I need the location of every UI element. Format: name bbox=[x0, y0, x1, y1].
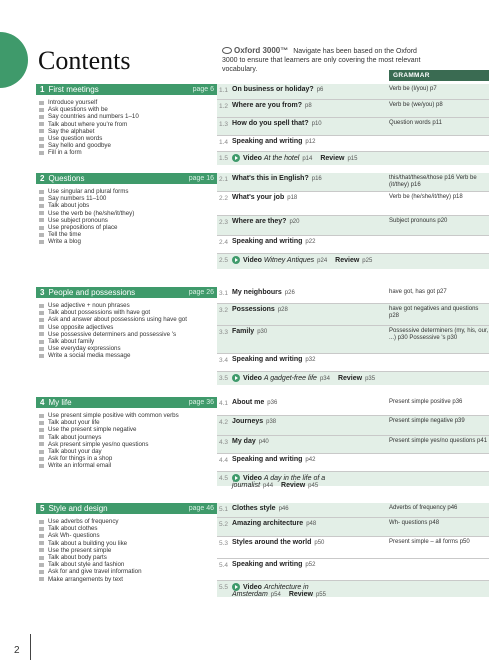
lesson-row[interactable] bbox=[217, 558, 489, 580]
grammar-point: Present simple yes/no questions p41 bbox=[387, 436, 489, 453]
video-label: Video bbox=[243, 375, 262, 382]
unit-2 bbox=[36, 173, 489, 273]
review-label: Review bbox=[335, 257, 360, 264]
lesson-page: p18 bbox=[287, 195, 298, 201]
unit-heading[interactable] bbox=[36, 503, 217, 514]
lesson-list bbox=[217, 503, 489, 597]
unit-4 bbox=[36, 397, 489, 489]
grammar-point: Present simple negative p39 bbox=[387, 416, 489, 435]
unit-title: People and possessions bbox=[48, 288, 136, 297]
lesson-title-cell bbox=[230, 537, 387, 558]
lesson-title: On business or holiday? bbox=[232, 86, 314, 93]
grammar-point: have got negatives and questions p28 bbox=[387, 304, 489, 325]
lesson-title-cell bbox=[230, 559, 387, 580]
lesson-number: 2.4 bbox=[219, 239, 229, 246]
grammar-point: Verb be (he/she/it/they) p18 bbox=[389, 194, 463, 200]
lesson-title: Amazing architecture bbox=[232, 520, 304, 527]
lesson-page: p6 bbox=[316, 87, 324, 93]
unit-title: My life bbox=[48, 398, 72, 407]
lesson-title: Speaking and writing bbox=[232, 456, 303, 463]
lesson-page: p46 bbox=[278, 506, 289, 512]
aim-item: Ask Wh- questions bbox=[39, 532, 217, 539]
video-label: Video bbox=[243, 257, 262, 264]
lesson-row[interactable] bbox=[217, 435, 489, 453]
lesson-row[interactable] bbox=[217, 253, 489, 269]
lesson-row[interactable] bbox=[217, 191, 489, 215]
lesson-row[interactable] bbox=[217, 517, 489, 536]
aim-item: Ask questions with be bbox=[39, 106, 217, 113]
aim-item: Talk about family bbox=[39, 338, 217, 345]
unit-overview bbox=[36, 173, 217, 273]
grammar-point bbox=[387, 136, 489, 151]
unit-1 bbox=[36, 84, 489, 160]
unit-page: page 26 bbox=[188, 289, 214, 296]
aim-item: Write a social media message bbox=[39, 352, 217, 359]
aim-item: Ask for and give travel information bbox=[39, 568, 217, 575]
grammar-point: Verb be (I/you) p7 bbox=[387, 84, 489, 99]
grammar-point: Wh- questions p48 bbox=[387, 518, 489, 536]
lesson-row[interactable] bbox=[217, 503, 489, 517]
lesson-row[interactable] bbox=[217, 453, 489, 471]
lesson-page: p22 bbox=[305, 239, 316, 245]
page-divider bbox=[30, 634, 31, 660]
unit-heading[interactable] bbox=[36, 84, 217, 95]
lesson-number: 4.3 bbox=[219, 439, 229, 446]
grammar-point: Present simple – all forms p50 bbox=[389, 539, 470, 545]
lesson-title: Speaking and writing bbox=[232, 238, 303, 245]
key-icon bbox=[222, 47, 232, 54]
unit-aims-list bbox=[39, 99, 217, 157]
lesson-number: 2.5 bbox=[219, 257, 229, 264]
lesson-list bbox=[217, 397, 489, 489]
lesson-list bbox=[217, 287, 489, 385]
aim-item: Talk about style and fashion bbox=[39, 561, 217, 568]
lesson-number: 4.4 bbox=[219, 457, 229, 464]
aim-item: Ask present simple yes/no questions bbox=[39, 441, 217, 448]
lesson-page: p38 bbox=[266, 419, 277, 425]
lesson-number: 1.1 bbox=[219, 87, 229, 94]
lesson-page: p16 bbox=[311, 176, 322, 182]
aim-item: Talk about a building you like bbox=[39, 540, 217, 547]
page-title: Contents bbox=[38, 46, 131, 75]
aim-item: Use adjective + noun phrases bbox=[39, 302, 217, 309]
video-label: Video bbox=[243, 475, 262, 482]
unit-page: page 46 bbox=[188, 505, 214, 512]
video-play-icon bbox=[232, 374, 240, 382]
grammar-point: Possessive determiners (my, his, our, ...) p30 Possessive 's p30 bbox=[387, 326, 489, 353]
video-lesson[interactable] bbox=[230, 152, 387, 165]
lesson-number: 5.3 bbox=[219, 540, 229, 547]
lesson-title-cell bbox=[230, 100, 387, 117]
lesson-title: Styles around the world bbox=[232, 539, 312, 546]
lesson-row[interactable] bbox=[217, 235, 489, 253]
video-title: At the hotel bbox=[263, 155, 300, 162]
lesson-row[interactable] bbox=[217, 325, 489, 353]
lesson-row[interactable] bbox=[217, 84, 489, 99]
lesson-title-cell bbox=[230, 84, 387, 99]
lesson-number: 2.2 bbox=[219, 195, 229, 202]
grammar-point: this/that/these/those p16 Verb be (it/they) p16 bbox=[387, 173, 489, 191]
video-page: p34 bbox=[319, 376, 330, 382]
aim-item: Make arrangements by text bbox=[39, 576, 217, 583]
grammar-point: Verb be (we/you) p8 bbox=[387, 100, 489, 117]
lesson-title: What's this in English? bbox=[232, 175, 309, 182]
lesson-row[interactable] bbox=[217, 397, 489, 415]
unit-heading[interactable] bbox=[36, 397, 217, 408]
grammar-point bbox=[387, 354, 489, 371]
unit-3 bbox=[36, 287, 489, 385]
review-page: p35 bbox=[365, 376, 376, 382]
lesson-title: About me bbox=[232, 399, 265, 406]
lesson-number: 2.1 bbox=[219, 176, 229, 183]
aim-item: Use prepositions of place bbox=[39, 224, 217, 231]
review-page: p15 bbox=[347, 156, 358, 162]
aim-item: Use everyday expressions bbox=[39, 345, 217, 352]
lesson-number: 2.3 bbox=[219, 219, 229, 226]
lesson-title: Possessions bbox=[232, 306, 275, 313]
unit-title: First meetings bbox=[48, 85, 99, 94]
video-play-icon bbox=[232, 256, 240, 264]
aim-item: Ask and answer about possessions using have got bbox=[39, 316, 217, 323]
unit-number: 3 bbox=[40, 288, 45, 297]
grammar-point bbox=[387, 559, 489, 580]
lesson-title: Where are you from? bbox=[232, 102, 303, 109]
unit-heading[interactable] bbox=[36, 287, 217, 298]
lesson-number: 4.2 bbox=[219, 419, 229, 426]
grammar-cell bbox=[387, 472, 489, 486]
video-page: p54 bbox=[270, 592, 281, 598]
aim-item: Talk about clothes bbox=[39, 525, 217, 532]
lesson-page: p20 bbox=[289, 219, 300, 225]
aim-item: Talk about where you're from bbox=[39, 121, 217, 128]
lesson-title-cell bbox=[230, 216, 387, 235]
lesson-title: My neighbours bbox=[232, 289, 282, 296]
unit-heading[interactable] bbox=[36, 173, 217, 184]
aim-item: Write a blog bbox=[39, 238, 217, 245]
lesson-title-cell bbox=[230, 436, 387, 453]
lesson-number: 3.3 bbox=[219, 329, 229, 336]
aim-item: Use the verb be (he/she/it/they) bbox=[39, 210, 217, 217]
unit-overview bbox=[36, 503, 217, 595]
lesson-title-cell bbox=[230, 173, 387, 191]
aim-item: Introduce yourself bbox=[39, 99, 217, 106]
unit-overview bbox=[36, 84, 217, 160]
unit-aims-list bbox=[39, 188, 217, 246]
lesson-number: 3.1 bbox=[219, 290, 229, 297]
grammar-point bbox=[387, 236, 489, 253]
lesson-page: p40 bbox=[258, 439, 269, 445]
lesson-page: p10 bbox=[311, 121, 322, 127]
lesson-page: p28 bbox=[277, 307, 288, 313]
lesson-number: 5.1 bbox=[219, 506, 229, 513]
grammar-point: Present simple positive p36 bbox=[389, 399, 463, 405]
grammar-column-header: GRAMMAR bbox=[389, 70, 489, 81]
aim-item: Tell the time bbox=[39, 231, 217, 238]
video-page: p44 bbox=[263, 483, 274, 489]
video-lesson[interactable] bbox=[230, 372, 387, 385]
lesson-title-cell bbox=[230, 236, 387, 253]
review-label: Review bbox=[337, 375, 363, 382]
review-page: p45 bbox=[308, 483, 319, 489]
grammar-point: have got, has got p27 bbox=[389, 289, 447, 295]
unit-number: 1 bbox=[40, 85, 45, 94]
aim-item: Use adverbs of frequency bbox=[39, 518, 217, 525]
lesson-title-cell bbox=[230, 192, 387, 215]
lesson-page: p8 bbox=[305, 103, 312, 109]
lesson-title: Speaking and writing bbox=[232, 138, 303, 145]
lesson-number: 1.4 bbox=[219, 139, 229, 146]
lesson-page: p50 bbox=[314, 540, 325, 546]
lesson-number: 1.2 bbox=[219, 103, 229, 110]
review-page: p55 bbox=[315, 592, 326, 598]
lesson-page: p36 bbox=[267, 400, 278, 406]
video-label: Video bbox=[243, 584, 262, 591]
lesson-row[interactable] bbox=[217, 173, 489, 191]
review-label: Review bbox=[288, 591, 313, 598]
side-tab-marker bbox=[0, 32, 28, 88]
lesson-title-cell bbox=[230, 518, 387, 536]
video-title: A gadget-free life bbox=[263, 375, 317, 382]
grammar-cell bbox=[387, 581, 489, 597]
lesson-page: p12 bbox=[305, 139, 316, 145]
lesson-row[interactable] bbox=[217, 580, 489, 597]
lesson-list bbox=[217, 84, 489, 165]
unit-overview bbox=[36, 397, 217, 489]
unit-overview bbox=[36, 287, 217, 385]
lesson-number: 5.5 bbox=[219, 584, 229, 591]
video-play-icon bbox=[232, 474, 240, 482]
lesson-title-cell bbox=[230, 118, 387, 135]
lesson-title: Family bbox=[232, 328, 255, 335]
lesson-title-cell bbox=[230, 304, 387, 325]
lesson-page: p26 bbox=[284, 290, 295, 296]
lesson-row[interactable] bbox=[217, 303, 489, 325]
lesson-page: p30 bbox=[257, 329, 268, 335]
aim-item: Talk about your life bbox=[39, 419, 217, 426]
oxford-logo: Oxford 3000™ bbox=[222, 46, 288, 55]
unit-page: page 6 bbox=[192, 86, 214, 93]
aim-item: Talk about journeys bbox=[39, 434, 217, 441]
unit-title: Style and design bbox=[48, 504, 108, 513]
video-play-icon bbox=[232, 583, 240, 591]
unit-5 bbox=[36, 503, 489, 598]
unit-number: 2 bbox=[40, 174, 45, 183]
grammar-point bbox=[387, 454, 489, 471]
aim-item: Talk about your day bbox=[39, 448, 217, 455]
review-label: Review bbox=[320, 155, 345, 162]
aim-item: Fill in a form bbox=[39, 149, 217, 156]
aim-item: Use present simple positive with common verbs bbox=[39, 412, 217, 419]
lesson-title-cell bbox=[230, 454, 387, 471]
unit-aims-list bbox=[39, 518, 217, 583]
lesson-number: 4.5 bbox=[219, 475, 229, 482]
aim-item: Use possessive determiners and possessive 's bbox=[39, 331, 217, 338]
lesson-title-cell bbox=[230, 397, 387, 415]
lesson-row[interactable] bbox=[217, 135, 489, 151]
lesson-row[interactable] bbox=[217, 117, 489, 135]
lesson-page: p32 bbox=[305, 357, 316, 363]
grammar-cell bbox=[387, 254, 489, 269]
aim-item: Talk about body parts bbox=[39, 554, 217, 561]
aim-item: Talk about possessions with have got bbox=[39, 309, 217, 316]
review-label: Review bbox=[281, 482, 306, 489]
video-label: Video bbox=[243, 155, 262, 162]
video-page: p24 bbox=[317, 258, 328, 264]
lesson-page: p42 bbox=[305, 457, 316, 463]
lesson-number: 5.2 bbox=[219, 521, 229, 528]
grammar-point: Adverbs of frequency p46 bbox=[387, 503, 489, 517]
video-title: Witney Antiques bbox=[263, 257, 315, 264]
lesson-row[interactable] bbox=[217, 287, 489, 303]
unit-page: page 16 bbox=[188, 175, 214, 182]
aim-item: Say numbers 11–100 bbox=[39, 195, 217, 202]
lesson-title-cell bbox=[230, 416, 387, 435]
lesson-row[interactable] bbox=[217, 99, 489, 117]
lesson-row[interactable] bbox=[217, 471, 489, 489]
video-lesson[interactable] bbox=[230, 581, 387, 597]
unit-title: Questions bbox=[48, 174, 85, 183]
lesson-title-cell bbox=[230, 326, 387, 353]
lesson-title: Journeys bbox=[232, 418, 264, 425]
unit-number: 5 bbox=[40, 504, 45, 513]
aim-item: Use question words bbox=[39, 135, 217, 142]
lesson-title: What's your job bbox=[232, 194, 285, 201]
aim-item: Say the alphabet bbox=[39, 128, 217, 135]
lesson-title-cell bbox=[230, 287, 387, 303]
lesson-number: 1.3 bbox=[219, 121, 229, 128]
lesson-row[interactable] bbox=[217, 215, 489, 235]
unit-number: 4 bbox=[40, 398, 45, 407]
lesson-list bbox=[217, 173, 489, 269]
lesson-page: p52 bbox=[305, 562, 316, 568]
lesson-row[interactable] bbox=[217, 415, 489, 435]
unit-aims-list bbox=[39, 412, 217, 470]
lesson-title: My day bbox=[232, 438, 256, 445]
aim-item: Use subject pronouns bbox=[39, 217, 217, 224]
aim-item: Use opposite adjectives bbox=[39, 324, 217, 331]
grammar-cell bbox=[387, 152, 489, 165]
aim-item: Use the present simple negative bbox=[39, 426, 217, 433]
lesson-number: 5.4 bbox=[219, 562, 229, 569]
lesson-row[interactable] bbox=[217, 151, 489, 165]
aim-item: Use singular and plural forms bbox=[39, 188, 217, 195]
unit-page: page 36 bbox=[188, 399, 214, 406]
lesson-row[interactable] bbox=[217, 371, 489, 385]
lesson-number: 3.2 bbox=[219, 307, 229, 314]
unit-aims-list bbox=[39, 302, 217, 360]
grammar-point: Question words p11 bbox=[387, 118, 489, 135]
lesson-page: p48 bbox=[306, 521, 317, 527]
lesson-title-cell bbox=[230, 503, 387, 517]
lesson-title-cell bbox=[230, 136, 387, 151]
lesson-title-cell bbox=[230, 354, 387, 371]
lesson-title: Speaking and writing bbox=[232, 356, 303, 363]
aim-item: Say countries and numbers 1–10 bbox=[39, 113, 217, 120]
lesson-row[interactable] bbox=[217, 353, 489, 371]
video-lesson[interactable] bbox=[230, 472, 387, 489]
video-title: Architecture in Amsterdam bbox=[232, 584, 309, 598]
lesson-number: 4.1 bbox=[219, 400, 229, 407]
aim-item: Say hello and goodbye bbox=[39, 142, 217, 149]
grammar-cell bbox=[387, 372, 489, 385]
lesson-title: How do you spell that? bbox=[232, 120, 309, 127]
lesson-title: Where are they? bbox=[232, 218, 287, 225]
video-page: p14 bbox=[302, 156, 313, 162]
aim-item: Write an informal email bbox=[39, 462, 217, 469]
aim-item: Ask for things in a shop bbox=[39, 455, 217, 462]
lesson-number: 3.5 bbox=[219, 375, 229, 382]
review-page: p25 bbox=[362, 258, 373, 264]
video-lesson[interactable] bbox=[230, 254, 387, 269]
grammar-point: Subject pronouns p20 bbox=[387, 216, 489, 235]
aim-item: Talk about jobs bbox=[39, 202, 217, 209]
page-number: 2 bbox=[14, 645, 20, 656]
lesson-number: 1.5 bbox=[219, 155, 229, 162]
lesson-number: 3.4 bbox=[219, 357, 229, 364]
aim-item: Use the present simple bbox=[39, 547, 217, 554]
oxford-text: Navigate has been based on the Oxford 3000 to ensure that learners are only covering the most relevant vocabulary. bbox=[222, 48, 421, 73]
lesson-row[interactable] bbox=[217, 536, 489, 558]
lesson-title: Speaking and writing bbox=[232, 561, 303, 568]
video-play-icon bbox=[232, 154, 240, 162]
lesson-title: Clothes style bbox=[232, 505, 276, 512]
video-title: A day in the life of a journalist bbox=[232, 475, 326, 489]
